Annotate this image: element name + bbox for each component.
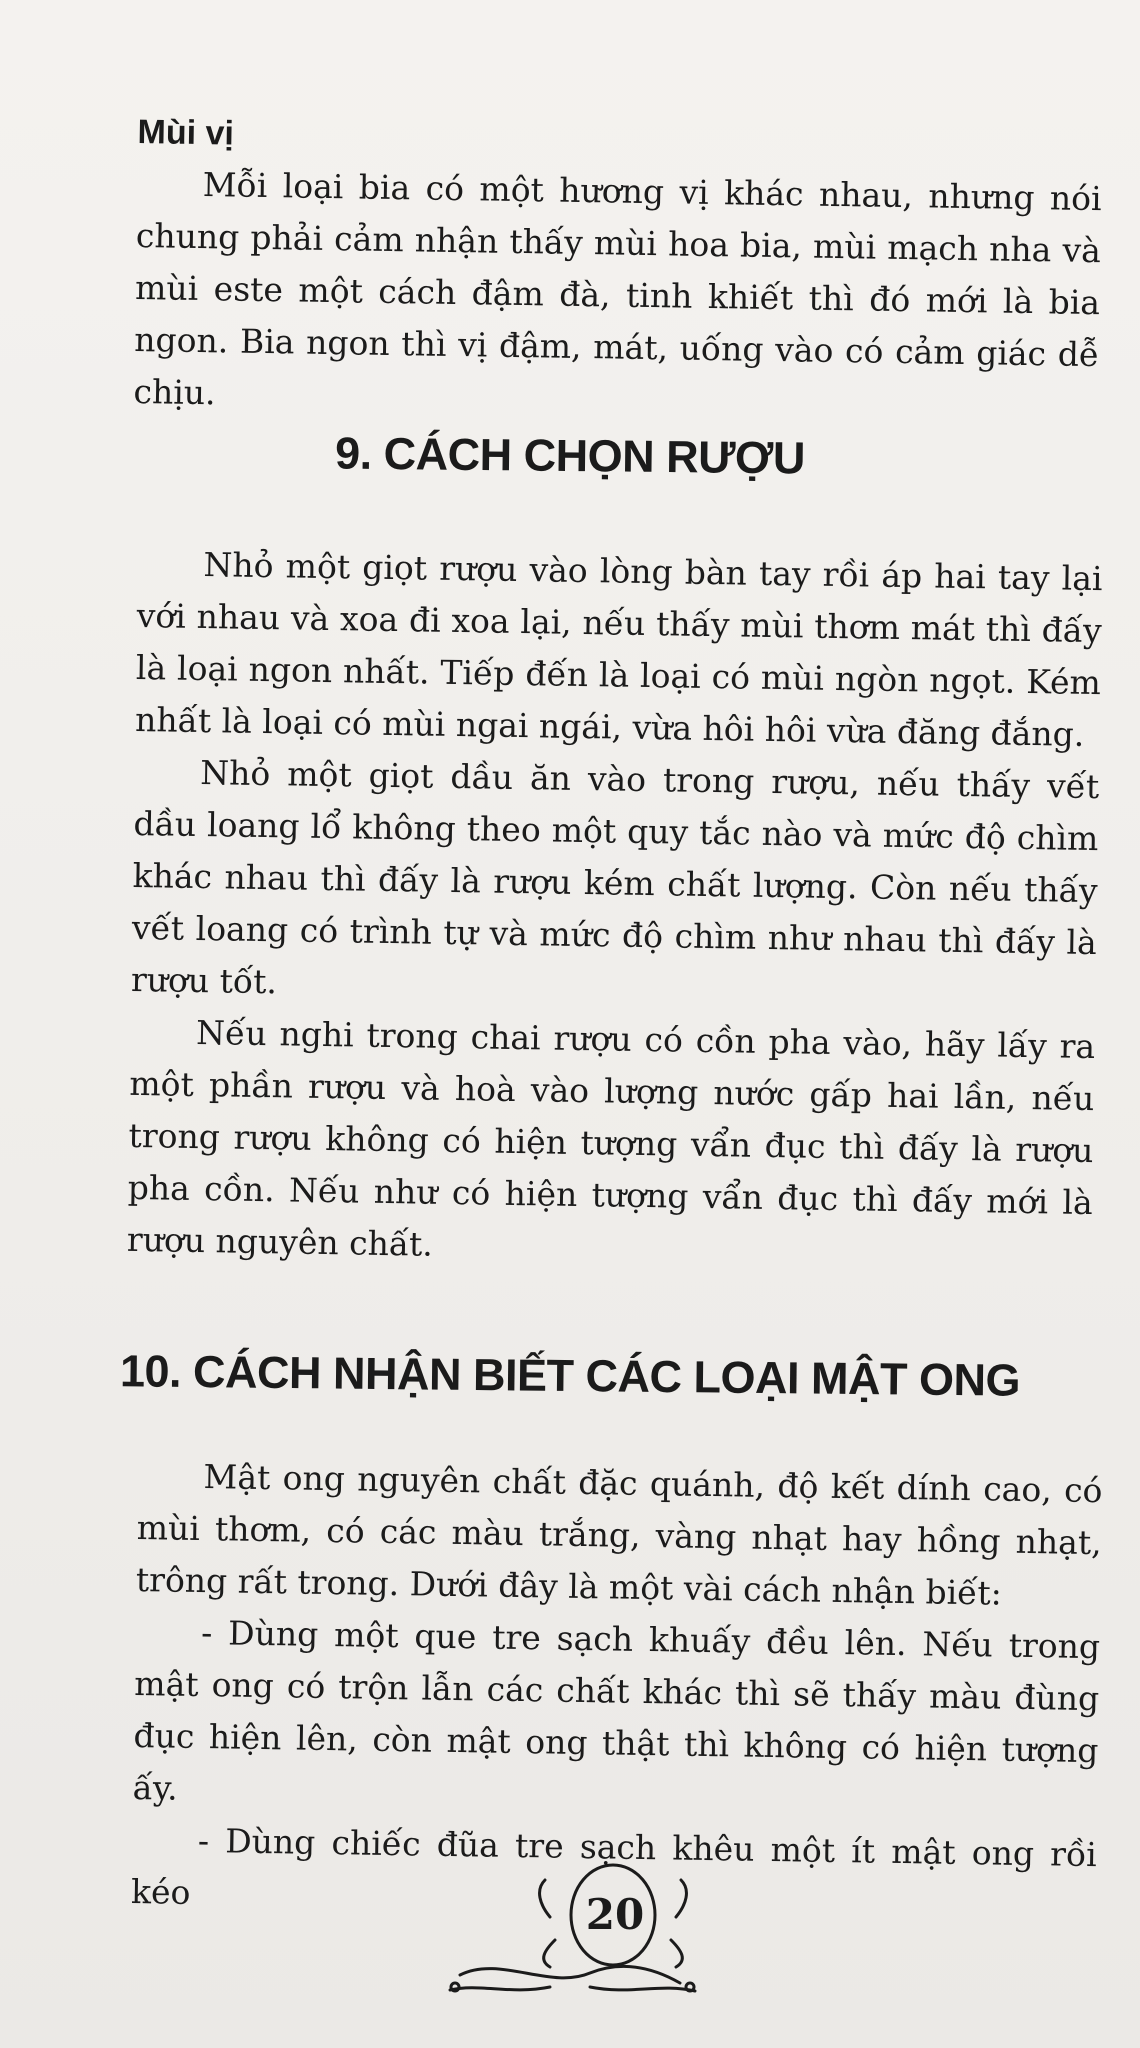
- page-number: 20: [585, 1890, 645, 1939]
- section-10-title: 10. CÁCH NHẬN BIẾT CÁC LOẠI MẬT ONG: [119, 1345, 1021, 1406]
- section-10-bullet: - Dùng chiếc đũa tre sạch khêu một ít mật ong rồi kéo: [130, 1820, 1098, 1912]
- section-9-title: 9. CÁCH CHỌN RƯỢU: [334, 427, 806, 484]
- section-9-paragraph: Nếu nghi trong chai rượu có cồn pha vào, hãy lấy ra một phần rượu và hoà vào lượng nước gấp hai lần, nếu trong rượu không có hiện tượng vẩn đục thì đấy là rượu pha cồn. Nếu như có hiện tượng vẩn đục thì đấy mới là rượu nguyên chất.: [126, 1012, 1096, 1264]
- section-9-paragraph: Nhỏ một giọt rượu vào lòng bàn tay rồi áp hai tay lại với nhau và xoa đi xoa lại, nếu thấy mùi thơm mát thì đấy là loại ngon nhất. Tiếp đến là loại có mùi ngòn ngọt. Kém nhất là loại có mùi ngai ngái, vừa hôi hôi vừa đăng đắng.: [134, 545, 1103, 754]
- page-number-ornament-icon: [440, 1855, 700, 2005]
- subheading-mui-vi: Mùi vị: [137, 112, 235, 153]
- intro-block: [133, 106, 1103, 433]
- section-10-bullet: - Dùng một que tre sạch khuấy đều lên. Nếu trong mật ong có trộn lẫn các chất khác thì sẽ thấy màu đùng đục hiện lên, còn mật ong thật thì không có hiện tượng ấy.: [132, 1613, 1101, 1808]
- section-10-paragraph: Mật ong nguyên chất đặc quánh, độ kết dính cao, có mùi thơm, có các màu trắng, vàng nhạt hay hồng nhạt, trông rất trong. Dưới đây là một vài cách nhận biết:: [135, 1457, 1103, 1613]
- section-9-paragraph: Nhỏ một giọt dầu ăn vào trong rượu, nếu thấy vết dầu loang lổ không theo một quy tắc nào và mức độ chìm khác nhau thì đấy là rượu kém chất lượng. Còn nếu thấy vết loang có trình tự và mức độ chìm như nhau thì đấy là rượu tốt.: [130, 753, 1100, 1002]
- section-9-body: [127, 538, 1103, 1281]
- intro-paragraph: Mỗi loại bia có một hương vị khác nhau, nhưng nói chung phải cảm nhận thấy mùi hoa bia, mùi mạch nha và mùi este một cách đậm đà, tinh khiết thì đó mới là bia ngon. Bia ngon thì vị đậm, mát, uống vào có cảm giác dễ chịu.: [133, 165, 1102, 413]
